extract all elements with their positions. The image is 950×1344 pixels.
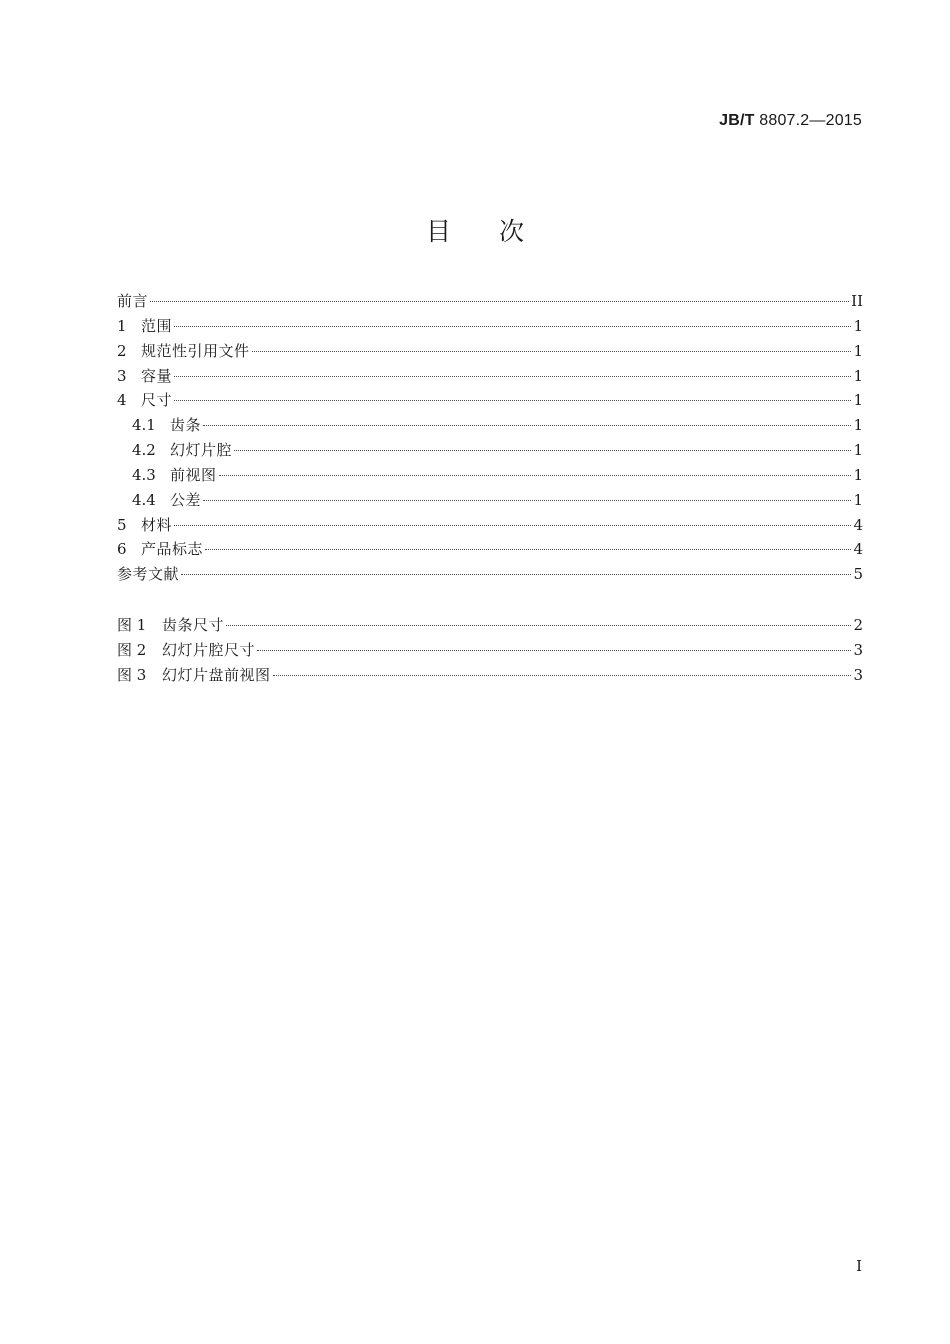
toc-entry-page: 4 bbox=[853, 515, 863, 534]
page-title: 目次 bbox=[425, 217, 572, 246]
toc-entry-text: 前言 bbox=[117, 292, 149, 310]
dot-leader bbox=[203, 500, 851, 501]
toc-entry-text: 齿条 bbox=[170, 416, 202, 435]
dot-leader bbox=[174, 326, 851, 327]
dot-leader bbox=[234, 450, 851, 451]
dot-leader bbox=[181, 574, 851, 575]
toc-entry-materials[interactable] bbox=[117, 514, 863, 539]
toc-entry-number: 4 bbox=[117, 391, 127, 410]
figure-entry-1[interactable] bbox=[117, 614, 863, 639]
figure-entry-page: 2 bbox=[853, 616, 863, 634]
toc-entry-text: 公差 bbox=[170, 490, 202, 509]
toc-entry-text: 范围 bbox=[141, 316, 173, 335]
dot-leader bbox=[252, 351, 852, 352]
toc-entry-page: 5 bbox=[853, 565, 863, 584]
toc-entry-page: 1 bbox=[853, 341, 863, 360]
toc-entry-text: 参考文献 bbox=[117, 565, 180, 584]
toc-entry-slide-cavity[interactable] bbox=[117, 439, 863, 464]
toc-entry-number: 4.1 bbox=[132, 416, 156, 435]
toc-entry-text: 前视图 bbox=[170, 465, 217, 484]
figure-entry-number: 图 2 bbox=[117, 640, 147, 659]
figure-entry-page: 3 bbox=[853, 665, 863, 684]
toc-entry-page: 1 bbox=[853, 441, 863, 460]
toc-entry-product-marking[interactable] bbox=[117, 538, 863, 563]
toc-entry-text: 产品标志 bbox=[141, 540, 204, 559]
standard-code-prefix: JB/T bbox=[719, 112, 755, 129]
page-number: I bbox=[856, 1257, 862, 1275]
toc-entry-number: 5 bbox=[117, 515, 127, 534]
toc-entry-text: 容量 bbox=[141, 366, 173, 385]
dot-leader bbox=[226, 625, 851, 626]
toc-entry-number: 1 bbox=[117, 316, 127, 335]
toc-entry-number: 6 bbox=[117, 540, 127, 559]
toc-entry-tolerance[interactable] bbox=[117, 489, 863, 514]
toc-entry-page: 1 bbox=[853, 316, 863, 335]
dot-leader bbox=[203, 425, 851, 426]
toc-entry-rack[interactable] bbox=[117, 414, 863, 439]
toc-entry-scope[interactable] bbox=[117, 315, 863, 340]
figure-entry-text: 幻灯片盘前视图 bbox=[162, 665, 271, 684]
dot-leader bbox=[174, 525, 851, 526]
toc-entry-text: 规范性引用文件 bbox=[141, 341, 250, 360]
list-of-figures bbox=[117, 614, 863, 689]
toc-entry-text: 幻灯片腔 bbox=[170, 441, 233, 460]
figure-entry-page: 3 bbox=[853, 640, 863, 659]
toc-entry-number: 4.4 bbox=[132, 490, 156, 509]
toc-entry-text: 材料 bbox=[141, 515, 173, 534]
figure-entry-3[interactable] bbox=[117, 664, 863, 689]
toc-entry-page: 1 bbox=[853, 465, 863, 484]
dot-leader bbox=[219, 475, 852, 476]
figure-entry-number: 图 1 bbox=[117, 616, 147, 634]
figure-entry-text: 幻灯片腔尺寸 bbox=[162, 640, 256, 659]
toc-entry-number: 4.3 bbox=[132, 465, 156, 484]
toc-entry-capacity[interactable] bbox=[117, 365, 863, 390]
toc-entry-foreword[interactable] bbox=[117, 290, 863, 315]
dot-leader bbox=[150, 301, 849, 302]
toc-entry-bibliography[interactable] bbox=[117, 563, 863, 588]
figure-entry-2[interactable] bbox=[117, 639, 863, 664]
toc-entry-page: 4 bbox=[853, 540, 863, 559]
dot-leader bbox=[205, 549, 851, 550]
table-of-contents bbox=[117, 290, 863, 588]
toc-entry-page: 1 bbox=[853, 416, 863, 435]
toc-entry-page: II bbox=[851, 292, 863, 310]
dot-leader bbox=[257, 650, 851, 651]
toc-entry-text: 尺寸 bbox=[141, 391, 173, 410]
toc-entry-front-view[interactable] bbox=[117, 464, 863, 489]
standard-code-suffix: 8807.2—2015 bbox=[754, 112, 862, 129]
dot-leader bbox=[174, 400, 851, 401]
toc-entry-number: 2 bbox=[117, 341, 127, 360]
toc-entry-page: 1 bbox=[853, 391, 863, 410]
toc-entry-normative-references[interactable] bbox=[117, 340, 863, 365]
figure-entry-text: 齿条尺寸 bbox=[162, 616, 225, 634]
dot-leader bbox=[174, 376, 851, 377]
toc-entry-page: 1 bbox=[853, 366, 863, 385]
figure-entry-number: 图 3 bbox=[117, 665, 147, 684]
dot-leader bbox=[273, 675, 852, 676]
standard-code bbox=[719, 112, 862, 130]
toc-entry-number: 3 bbox=[117, 366, 127, 385]
toc-entry-number: 4.2 bbox=[132, 441, 156, 460]
toc-entry-dimensions[interactable] bbox=[117, 389, 863, 414]
toc-entry-page: 1 bbox=[853, 490, 863, 509]
